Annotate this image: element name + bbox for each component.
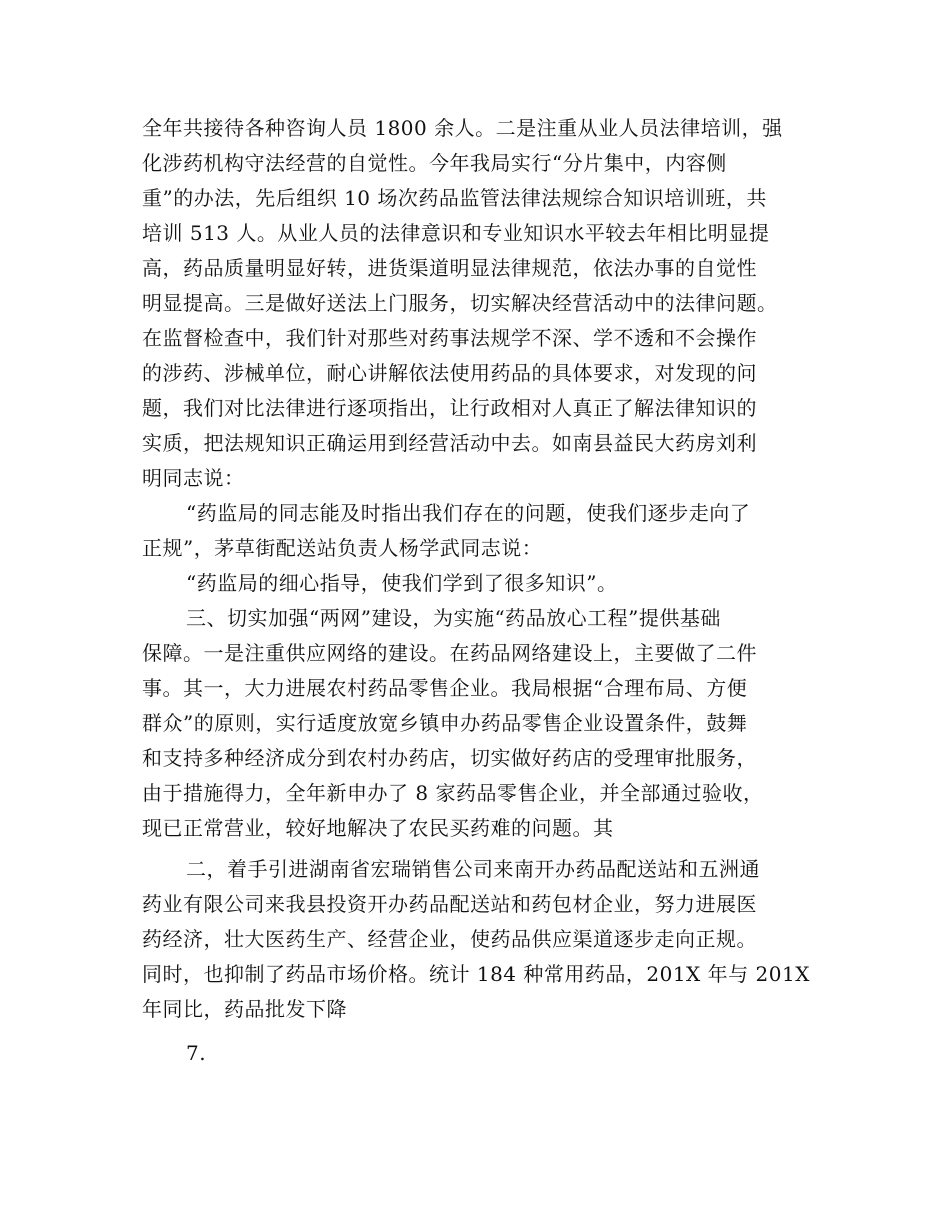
text-line: 药业有限公司来我县投资开办药品配送站和药包材企业，努力进展医 — [142, 892, 757, 916]
text-line: 和支持多种经济成分到农村办药店，切实做好药店的受理审批服务， — [142, 746, 757, 770]
text-line: 在监督检查中，我们针对那些对药事法规学不深、学不透和不会操作 — [142, 326, 757, 350]
page-number: 7. — [186, 1041, 207, 1065]
section-heading-line: 三、切实加强“两网”建设，为实施“药品放心工程”提供基础 — [186, 606, 721, 630]
text-line: 培训 513 人。从业人员的法律意识和专业知识水平较去年相比明显提 — [142, 221, 770, 245]
text-line: 年同比，药品批发下降 — [142, 997, 347, 1021]
text-line: 题，我们对比法律进行逐项指出，让行政相对人真正了解法律知识的 — [142, 396, 757, 420]
quote-line: “药监局的细心指导，使我们学到了很多知识”。 — [186, 571, 618, 595]
text-line: 明显提高。三是做好送法上门服务，切实解决经营活动中的法律问题。 — [142, 291, 778, 315]
text-line: 化涉药机构守法经营的自觉性。今年我局实行“分片集中，内容侧 — [142, 151, 727, 175]
text-line: 全年共接待各种咨询人员 1800 余人。二是注重从业人员法律培训，强 — [142, 116, 783, 140]
text-line: 实质，把法规知识正确运用到经营活动中去。如南县益民大药房刘利 — [142, 431, 757, 455]
text-line: 药经济，壮大医药生产、经营企业，使药品供应渠道逐步走向正规。 — [142, 927, 757, 951]
text-line: 事。其一，大力进展农村药品零售企业。我局根据“合理布局、方便 — [142, 676, 748, 700]
text-line: 重”的办法，先后组织 10 场次药品监管法律法规综合知识培训班，共 — [142, 186, 767, 210]
quote-line: “药监局的同志能及时指出我们存在的问题，使我们逐步走向了 — [186, 501, 751, 525]
text-line: 同时，也抑制了药品市场价格。统计 184 种常用药品，201X 年与 201X — [142, 962, 810, 986]
paragraph-line: 二，着手引进湖南省宏瑞销售公司来南开办药品配送站和五洲通 — [186, 857, 760, 881]
text-line: 保障。一是注重供应网络的建设。在药品网络建设上，主要做了二件 — [142, 641, 757, 665]
text-line: 高，药品质量明显好转，进货渠道明显法律规范，依法办事的自觉性 — [142, 256, 757, 280]
text-line: 由于措施得力，全年新申办了 8 家药品零售企业，并全部通过验收， — [142, 781, 764, 805]
text-line: 正规”，茅草街配送站负责人杨学武同志说： — [142, 536, 543, 560]
text-line: 群众”的原则，实行适度放宽乡镇申办药品零售企业设置条件，鼓舞 — [142, 711, 748, 735]
text-line: 现已正常营业，较好地解决了农民买药难的问题。其 — [142, 816, 614, 840]
text-line: 的涉药、涉械单位，耐心讲解依法使用药品的具体要求，对发现的问 — [142, 361, 757, 385]
text-line: 明同志说： — [142, 466, 245, 490]
